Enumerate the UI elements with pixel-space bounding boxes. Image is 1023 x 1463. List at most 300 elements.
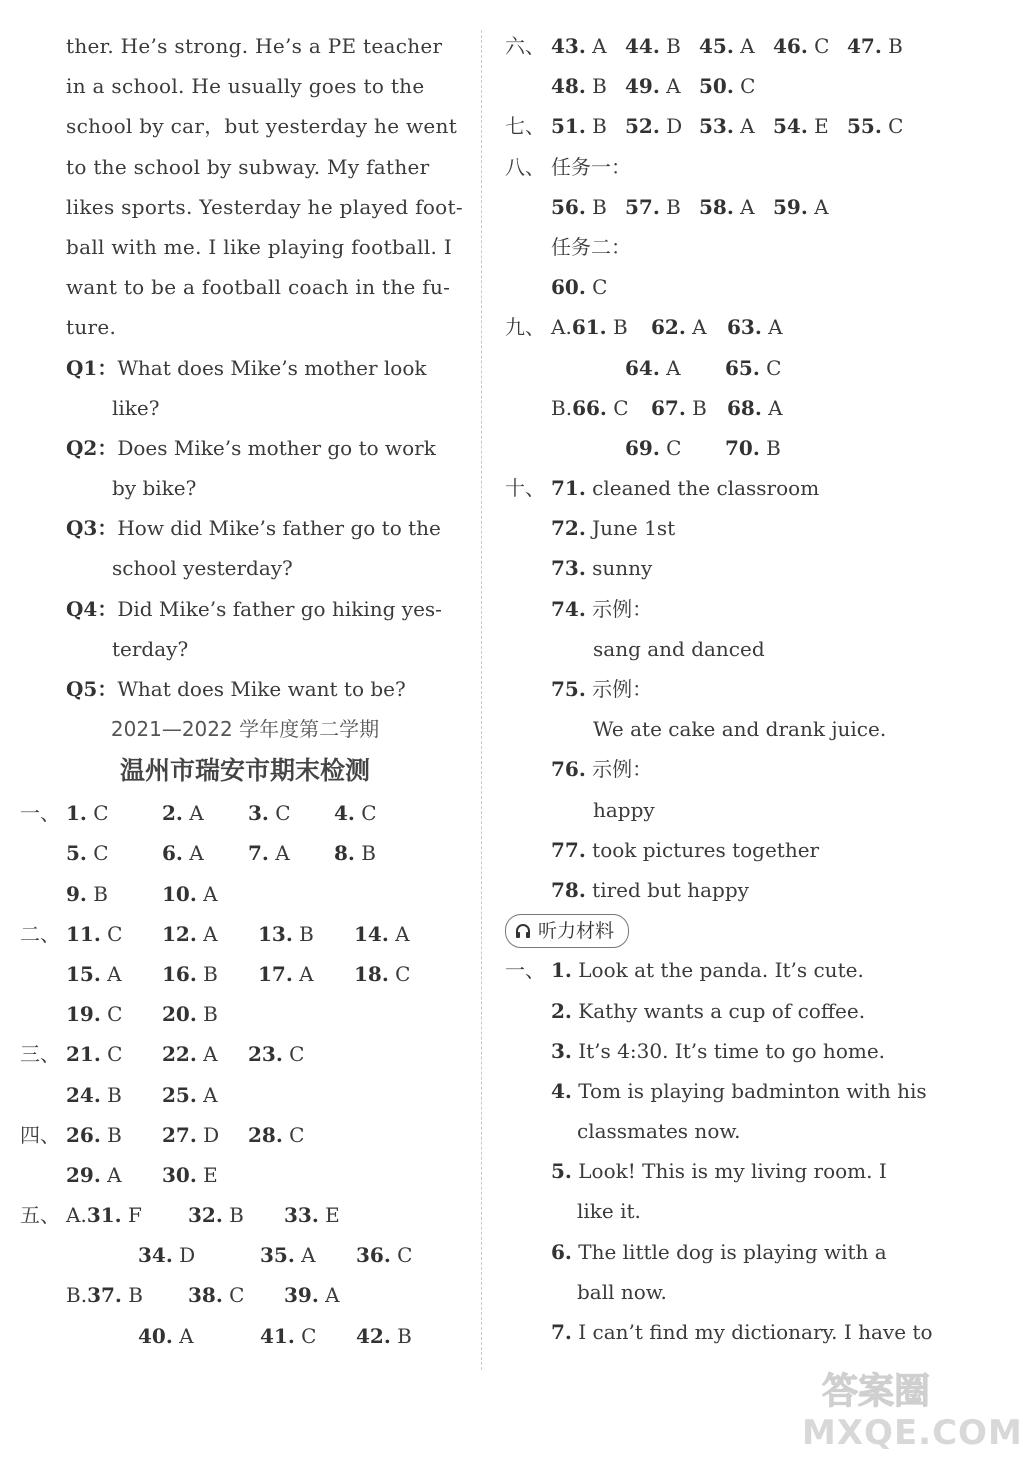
answer-text: 示例： xyxy=(585,677,653,701)
answer-cell xyxy=(248,793,334,833)
task-label: 任务一： xyxy=(551,154,631,179)
question-number: 63. xyxy=(727,315,762,340)
answer-cell xyxy=(248,1034,334,1074)
answer-row xyxy=(505,267,960,307)
answer-letter: B xyxy=(390,1323,412,1348)
answer-cell xyxy=(162,1034,248,1074)
answer-cell xyxy=(66,1034,162,1074)
answer-letter: D xyxy=(172,1243,196,1268)
answer-row xyxy=(20,1275,460,1315)
question-number: 75. xyxy=(551,677,586,701)
answer-text: June 1st xyxy=(585,516,676,541)
answer-letter: B xyxy=(196,1002,218,1027)
passage-line: ball with me. I like playing football. I xyxy=(66,234,453,259)
answer-letter: C xyxy=(733,74,756,99)
answer-letter: A xyxy=(182,841,204,866)
answer-cell xyxy=(66,994,162,1034)
column-divider xyxy=(481,30,482,1370)
question-number: 61. xyxy=(571,315,607,340)
question-number: 8. xyxy=(334,841,355,866)
answer-row xyxy=(20,1316,460,1356)
question-number: 3. xyxy=(551,1038,572,1063)
question-label: Q3： xyxy=(66,516,118,541)
answer-cell xyxy=(162,1155,248,1195)
answer-letter: A xyxy=(294,1243,316,1268)
answer-cell xyxy=(284,1195,380,1235)
answer-letter: B xyxy=(606,315,628,340)
answer-cell xyxy=(625,348,725,388)
answer-letter: B xyxy=(196,961,218,986)
question-number: 27. xyxy=(162,1122,197,1147)
question-number: 5. xyxy=(551,1159,572,1184)
section-label: 五、 xyxy=(20,1203,60,1228)
answer-letter: B xyxy=(659,194,681,219)
question-text: What does Mike’s mother look xyxy=(117,355,427,380)
answer-row xyxy=(505,26,960,66)
answer-letter: B xyxy=(881,34,903,58)
task-heading xyxy=(505,147,960,187)
question-number: 21. xyxy=(66,1042,101,1067)
listening-line xyxy=(505,1071,960,1111)
answer-text: cleaned the classroom xyxy=(585,476,820,501)
listening-text: The little dog is playing with a xyxy=(571,1239,887,1264)
answer-letter: F xyxy=(121,1203,142,1228)
answer-text: took pictures together xyxy=(585,837,820,862)
answer-cell xyxy=(551,106,625,146)
passage-line: in a school. He usually goes to the xyxy=(66,74,425,99)
question-number: 46. xyxy=(773,34,808,58)
question-number: 67. xyxy=(651,395,686,420)
answer-letter: A xyxy=(196,921,218,946)
answer-text: 示例： xyxy=(585,757,653,782)
question-number: 3. xyxy=(248,801,269,826)
section-label: 一、 xyxy=(20,801,60,826)
answer-row xyxy=(505,388,960,428)
section-label: 三、 xyxy=(20,1042,60,1067)
sample-answer-line: happy xyxy=(593,797,655,822)
answer-letter: B xyxy=(685,395,707,420)
sample-answer-line: We ate cake and drank juice. xyxy=(593,717,887,742)
question-number: 29. xyxy=(66,1162,101,1187)
answer-cell xyxy=(66,1075,162,1115)
question-number: 39. xyxy=(284,1283,319,1308)
answer-letter: A xyxy=(761,395,783,420)
fill-answer-line xyxy=(505,508,960,548)
question-number: 48. xyxy=(551,74,586,99)
answer-cell xyxy=(651,388,727,428)
fill-answer-line xyxy=(505,669,960,709)
fill-answer-line xyxy=(505,749,960,789)
question-number: 76. xyxy=(551,757,586,782)
exam-title-heading: 温州市瑞安市期末检测 xyxy=(119,756,370,786)
answer-row xyxy=(20,793,460,833)
listening-line xyxy=(505,1031,960,1071)
question-number: 23. xyxy=(248,1042,283,1067)
answer-letter: B xyxy=(100,1122,122,1147)
listening-line xyxy=(505,950,960,990)
answer-cell xyxy=(66,1195,188,1235)
part-label: A. xyxy=(66,1203,87,1228)
question-number: 4. xyxy=(551,1078,572,1103)
answer-letter: A xyxy=(268,841,290,866)
passage-line: school by car，but yesterday he went xyxy=(66,114,458,139)
question-number: 56. xyxy=(551,194,586,219)
listening-line xyxy=(505,1312,960,1352)
answer-letter: A xyxy=(292,961,314,986)
answer-letter: B xyxy=(121,1283,143,1308)
question-number: 24. xyxy=(66,1082,101,1107)
answer-cell xyxy=(248,833,334,873)
answer-letter: B xyxy=(222,1203,244,1228)
section-label: 七、 xyxy=(505,114,545,139)
answer-letter: E xyxy=(807,114,829,139)
answer-cell xyxy=(625,66,699,106)
passage-line: want to be a football coach in the fu- xyxy=(66,275,451,300)
fill-answer-line xyxy=(505,830,960,870)
answer-cell xyxy=(260,1235,356,1275)
answer-cell xyxy=(258,954,354,994)
answer-text: sunny xyxy=(585,556,653,581)
answer-cell xyxy=(699,26,773,66)
section-label: 一、 xyxy=(505,958,545,983)
right-column xyxy=(505,26,960,1352)
question-number: 35. xyxy=(260,1243,295,1268)
answer-cell xyxy=(334,793,420,833)
answer-cell xyxy=(625,187,699,227)
answer-cell xyxy=(354,914,450,954)
answer-letter: C xyxy=(354,801,377,826)
answer-letter: A xyxy=(733,114,755,139)
listening-materials-tag xyxy=(505,914,629,948)
answer-cell xyxy=(847,26,921,66)
answer-cell xyxy=(725,428,801,468)
answer-letter: C xyxy=(100,921,123,946)
question-line xyxy=(20,669,460,709)
answer-cell xyxy=(551,66,625,106)
answer-cell xyxy=(66,914,162,954)
question-line xyxy=(20,589,460,629)
answer-cell xyxy=(847,106,921,146)
answer-letter: C xyxy=(100,1002,123,1027)
question-label: Q4： xyxy=(66,596,118,621)
question-number: 34. xyxy=(138,1243,173,1268)
question-label: Q2： xyxy=(66,435,118,460)
answer-letter: A xyxy=(196,1042,218,1067)
answer-cell xyxy=(284,1275,380,1315)
question-number: 7. xyxy=(551,1320,572,1344)
question-number: 6. xyxy=(551,1239,572,1264)
answer-letter: A xyxy=(685,315,707,340)
answer-cell xyxy=(66,833,162,873)
answer-letter: D xyxy=(659,114,683,139)
listening-text: It’s 4:30. It’s time to go home. xyxy=(571,1038,886,1063)
answer-cell xyxy=(162,994,258,1034)
answer-cell xyxy=(625,106,699,146)
question-label: Q5： xyxy=(66,677,118,701)
question-number: 54. xyxy=(773,114,808,139)
sample-answer-line: sang and danced xyxy=(593,636,765,661)
answer-cell xyxy=(551,187,625,227)
question-number: 4. xyxy=(334,801,355,826)
listening-text: Kathy wants a cup of coffee. xyxy=(571,998,866,1023)
answer-cell xyxy=(773,26,847,66)
answer-letter: A xyxy=(585,34,607,58)
question-number: 17. xyxy=(258,961,293,986)
question-number: 51. xyxy=(551,114,586,139)
answer-row xyxy=(20,994,460,1034)
answer-cell xyxy=(356,1316,452,1356)
question-line xyxy=(20,348,460,388)
question-number: 42. xyxy=(356,1323,391,1348)
question-number: 36. xyxy=(356,1243,391,1268)
answer-cell xyxy=(162,793,248,833)
answer-letter: E xyxy=(318,1203,340,1228)
answer-cell xyxy=(162,914,258,954)
question-line-cont: terday? xyxy=(112,636,189,661)
answer-cell xyxy=(625,26,699,66)
question-number: 32. xyxy=(188,1203,223,1228)
question-number: 15. xyxy=(66,961,101,986)
answer-letter: C xyxy=(390,1243,413,1268)
answer-cell xyxy=(66,874,162,914)
answer-letter: A xyxy=(733,34,755,58)
question-line-cont: school yesterday? xyxy=(112,556,293,581)
passage-line: ther. He’s strong. He’s a PE teacher xyxy=(66,34,443,58)
question-number: 49. xyxy=(625,74,660,99)
answer-cell xyxy=(699,66,773,106)
answer-cell xyxy=(727,388,803,428)
question-number: 16. xyxy=(162,961,197,986)
answer-row xyxy=(20,1034,460,1074)
answer-row xyxy=(20,1115,460,1155)
answer-row xyxy=(505,66,960,106)
answer-cell xyxy=(162,874,248,914)
question-number: 31. xyxy=(86,1203,122,1228)
question-number: 40. xyxy=(138,1323,173,1348)
question-number: 25. xyxy=(162,1082,197,1107)
listening-line xyxy=(505,991,960,1031)
question-text: Does Mike’s mother go to work xyxy=(117,435,436,460)
question-text: Did Mike’s father go hiking yes- xyxy=(117,596,442,621)
svg-text:答案圈: 答案圈 xyxy=(822,1371,931,1412)
question-number: 6. xyxy=(162,841,183,866)
answer-cell xyxy=(162,833,248,873)
question-number: 77. xyxy=(551,837,586,862)
answer-letter: A xyxy=(659,74,681,99)
answer-cell xyxy=(651,307,727,347)
section-label: 四、 xyxy=(20,1122,60,1147)
answer-cell xyxy=(551,267,625,307)
answer-cell xyxy=(773,106,847,146)
answer-cell xyxy=(188,1275,284,1315)
answer-letter: A xyxy=(807,194,829,219)
question-text: How did Mike’s father go to the xyxy=(117,516,441,541)
question-number: 18. xyxy=(354,961,389,986)
question-line xyxy=(20,428,460,468)
answer-cell xyxy=(138,1235,260,1275)
question-number: 64. xyxy=(625,355,660,380)
answer-text: tired but happy xyxy=(585,877,749,902)
answer-letter: C xyxy=(388,961,411,986)
question-number: 26. xyxy=(66,1122,101,1147)
section-label: 九、 xyxy=(505,315,545,340)
answer-letter: B xyxy=(354,841,376,866)
question-number: 11. xyxy=(66,921,101,946)
listening-text: Look! This is my living room. I xyxy=(571,1159,887,1184)
answer-letter: A xyxy=(100,1162,122,1187)
listening-line xyxy=(505,1232,960,1272)
section-label: 六、 xyxy=(505,34,545,58)
answer-row xyxy=(505,348,960,388)
answer-row xyxy=(505,106,960,146)
question-number: 10. xyxy=(162,881,197,906)
answer-letter: D xyxy=(196,1122,220,1147)
answer-cell xyxy=(356,1235,452,1275)
question-number: 2. xyxy=(162,801,183,826)
site-watermark xyxy=(792,1363,1023,1453)
answer-letter: A xyxy=(659,355,681,380)
answer-cell xyxy=(260,1316,356,1356)
answer-letter: C xyxy=(100,1042,123,1067)
part-label: B. xyxy=(66,1283,88,1308)
headphones-icon xyxy=(514,922,532,940)
answer-letter: C xyxy=(86,841,109,866)
listening-line-cont: ball now. xyxy=(577,1279,667,1304)
answer-cell xyxy=(162,1115,248,1155)
answer-cell xyxy=(66,1155,162,1195)
answer-letter: A xyxy=(196,881,218,906)
watermark-text: MXQE.COM xyxy=(802,1413,1023,1453)
watermark-logo xyxy=(822,1363,972,1413)
answer-letter: C xyxy=(282,1042,305,1067)
question-number: 65. xyxy=(725,355,760,380)
question-number: 58. xyxy=(699,194,734,219)
answer-cell xyxy=(699,106,773,146)
answer-letter: C xyxy=(294,1323,317,1348)
left-column xyxy=(20,26,463,1356)
answer-row xyxy=(20,1155,460,1195)
section-label: 八、 xyxy=(505,154,545,179)
listening-text: Look at the panda. It’s cute. xyxy=(571,958,864,983)
listening-tag-row xyxy=(505,910,960,950)
section-label: 二、 xyxy=(20,921,60,946)
answer-cell xyxy=(699,187,773,227)
question-number: 12. xyxy=(162,921,197,946)
part-label: B. xyxy=(551,395,573,420)
answer-letter: B xyxy=(585,114,607,139)
answer-letter: B xyxy=(86,881,108,906)
passage-line: ture. xyxy=(66,315,117,340)
question-number: 47. xyxy=(847,34,882,58)
answer-row xyxy=(20,874,460,914)
answer-letter: C xyxy=(606,395,629,420)
answer-cell xyxy=(66,793,162,833)
answer-cell xyxy=(551,388,651,428)
answer-letter: B xyxy=(585,194,607,219)
task-label: 任务二： xyxy=(551,234,631,259)
answer-letter: A xyxy=(182,801,204,826)
answer-cell xyxy=(258,914,354,954)
question-number: 9. xyxy=(66,881,87,906)
task-heading xyxy=(505,227,960,267)
listening-text: I can’t find my dictionary. I have to xyxy=(571,1320,933,1344)
question-number: 57. xyxy=(625,194,660,219)
question-number: 69. xyxy=(625,435,660,460)
answer-letter: C xyxy=(881,114,904,139)
question-number: 19. xyxy=(66,1002,101,1027)
answer-letter: C xyxy=(222,1283,245,1308)
question-number: 20. xyxy=(162,1002,197,1027)
answer-text: 示例： xyxy=(585,596,653,621)
question-label: Q1： xyxy=(66,355,118,380)
answer-cell xyxy=(66,1115,162,1155)
answer-letter: A xyxy=(388,921,410,946)
question-number: 73. xyxy=(551,556,586,581)
answer-letter: C xyxy=(659,435,682,460)
listening-line-cont: like it. xyxy=(577,1199,641,1224)
listening-tag-label: 听力材料 xyxy=(538,920,615,943)
question-number: 60. xyxy=(551,275,586,300)
question-number: 13. xyxy=(258,921,293,946)
part-label: A. xyxy=(551,315,572,340)
passage-line: likes sports. Yesterday he played foot- xyxy=(66,194,463,219)
answer-row xyxy=(505,187,960,227)
answer-cell xyxy=(188,1195,284,1235)
answer-row xyxy=(20,1235,460,1275)
question-number: 55. xyxy=(847,114,882,139)
question-number: 1. xyxy=(551,958,572,983)
answer-cell xyxy=(354,954,450,994)
answer-cell xyxy=(727,307,803,347)
question-number: 41. xyxy=(260,1323,295,1348)
question-number: 72. xyxy=(551,516,586,541)
answer-row xyxy=(505,428,960,468)
answer-row xyxy=(20,833,460,873)
question-number: 5. xyxy=(66,841,87,866)
answer-letter: B xyxy=(759,435,781,460)
question-number: 50. xyxy=(699,74,734,99)
answer-cell xyxy=(248,1115,334,1155)
answer-letter: A xyxy=(318,1283,340,1308)
answer-row xyxy=(20,1195,460,1235)
question-number: 70. xyxy=(725,435,760,460)
answer-row xyxy=(505,307,960,347)
question-number: 2. xyxy=(551,998,572,1023)
answer-letter: A xyxy=(172,1323,194,1348)
answer-letter: C xyxy=(268,801,291,826)
exam-year-heading: 2021—2022 学年度第二学期 xyxy=(110,717,380,742)
listening-line xyxy=(505,1151,960,1191)
question-number: 78. xyxy=(551,877,586,902)
answer-letter: B xyxy=(659,34,681,58)
question-number: 66. xyxy=(572,395,607,420)
answer-letter: C xyxy=(807,34,830,58)
question-number: 33. xyxy=(284,1203,319,1228)
question-number: 28. xyxy=(248,1122,283,1147)
answer-letter: A xyxy=(196,1082,218,1107)
question-number: 43. xyxy=(551,34,586,58)
answer-row xyxy=(20,1075,460,1115)
answer-letter: E xyxy=(196,1162,218,1187)
fill-answer-line xyxy=(505,468,960,508)
question-number: 53. xyxy=(699,114,734,139)
fill-answer-line xyxy=(505,589,960,629)
answer-letter: C xyxy=(86,801,109,826)
answer-letter: B xyxy=(100,1082,122,1107)
answer-row xyxy=(20,954,460,994)
answer-letter: A xyxy=(761,315,783,340)
answer-letter: C xyxy=(282,1122,305,1147)
